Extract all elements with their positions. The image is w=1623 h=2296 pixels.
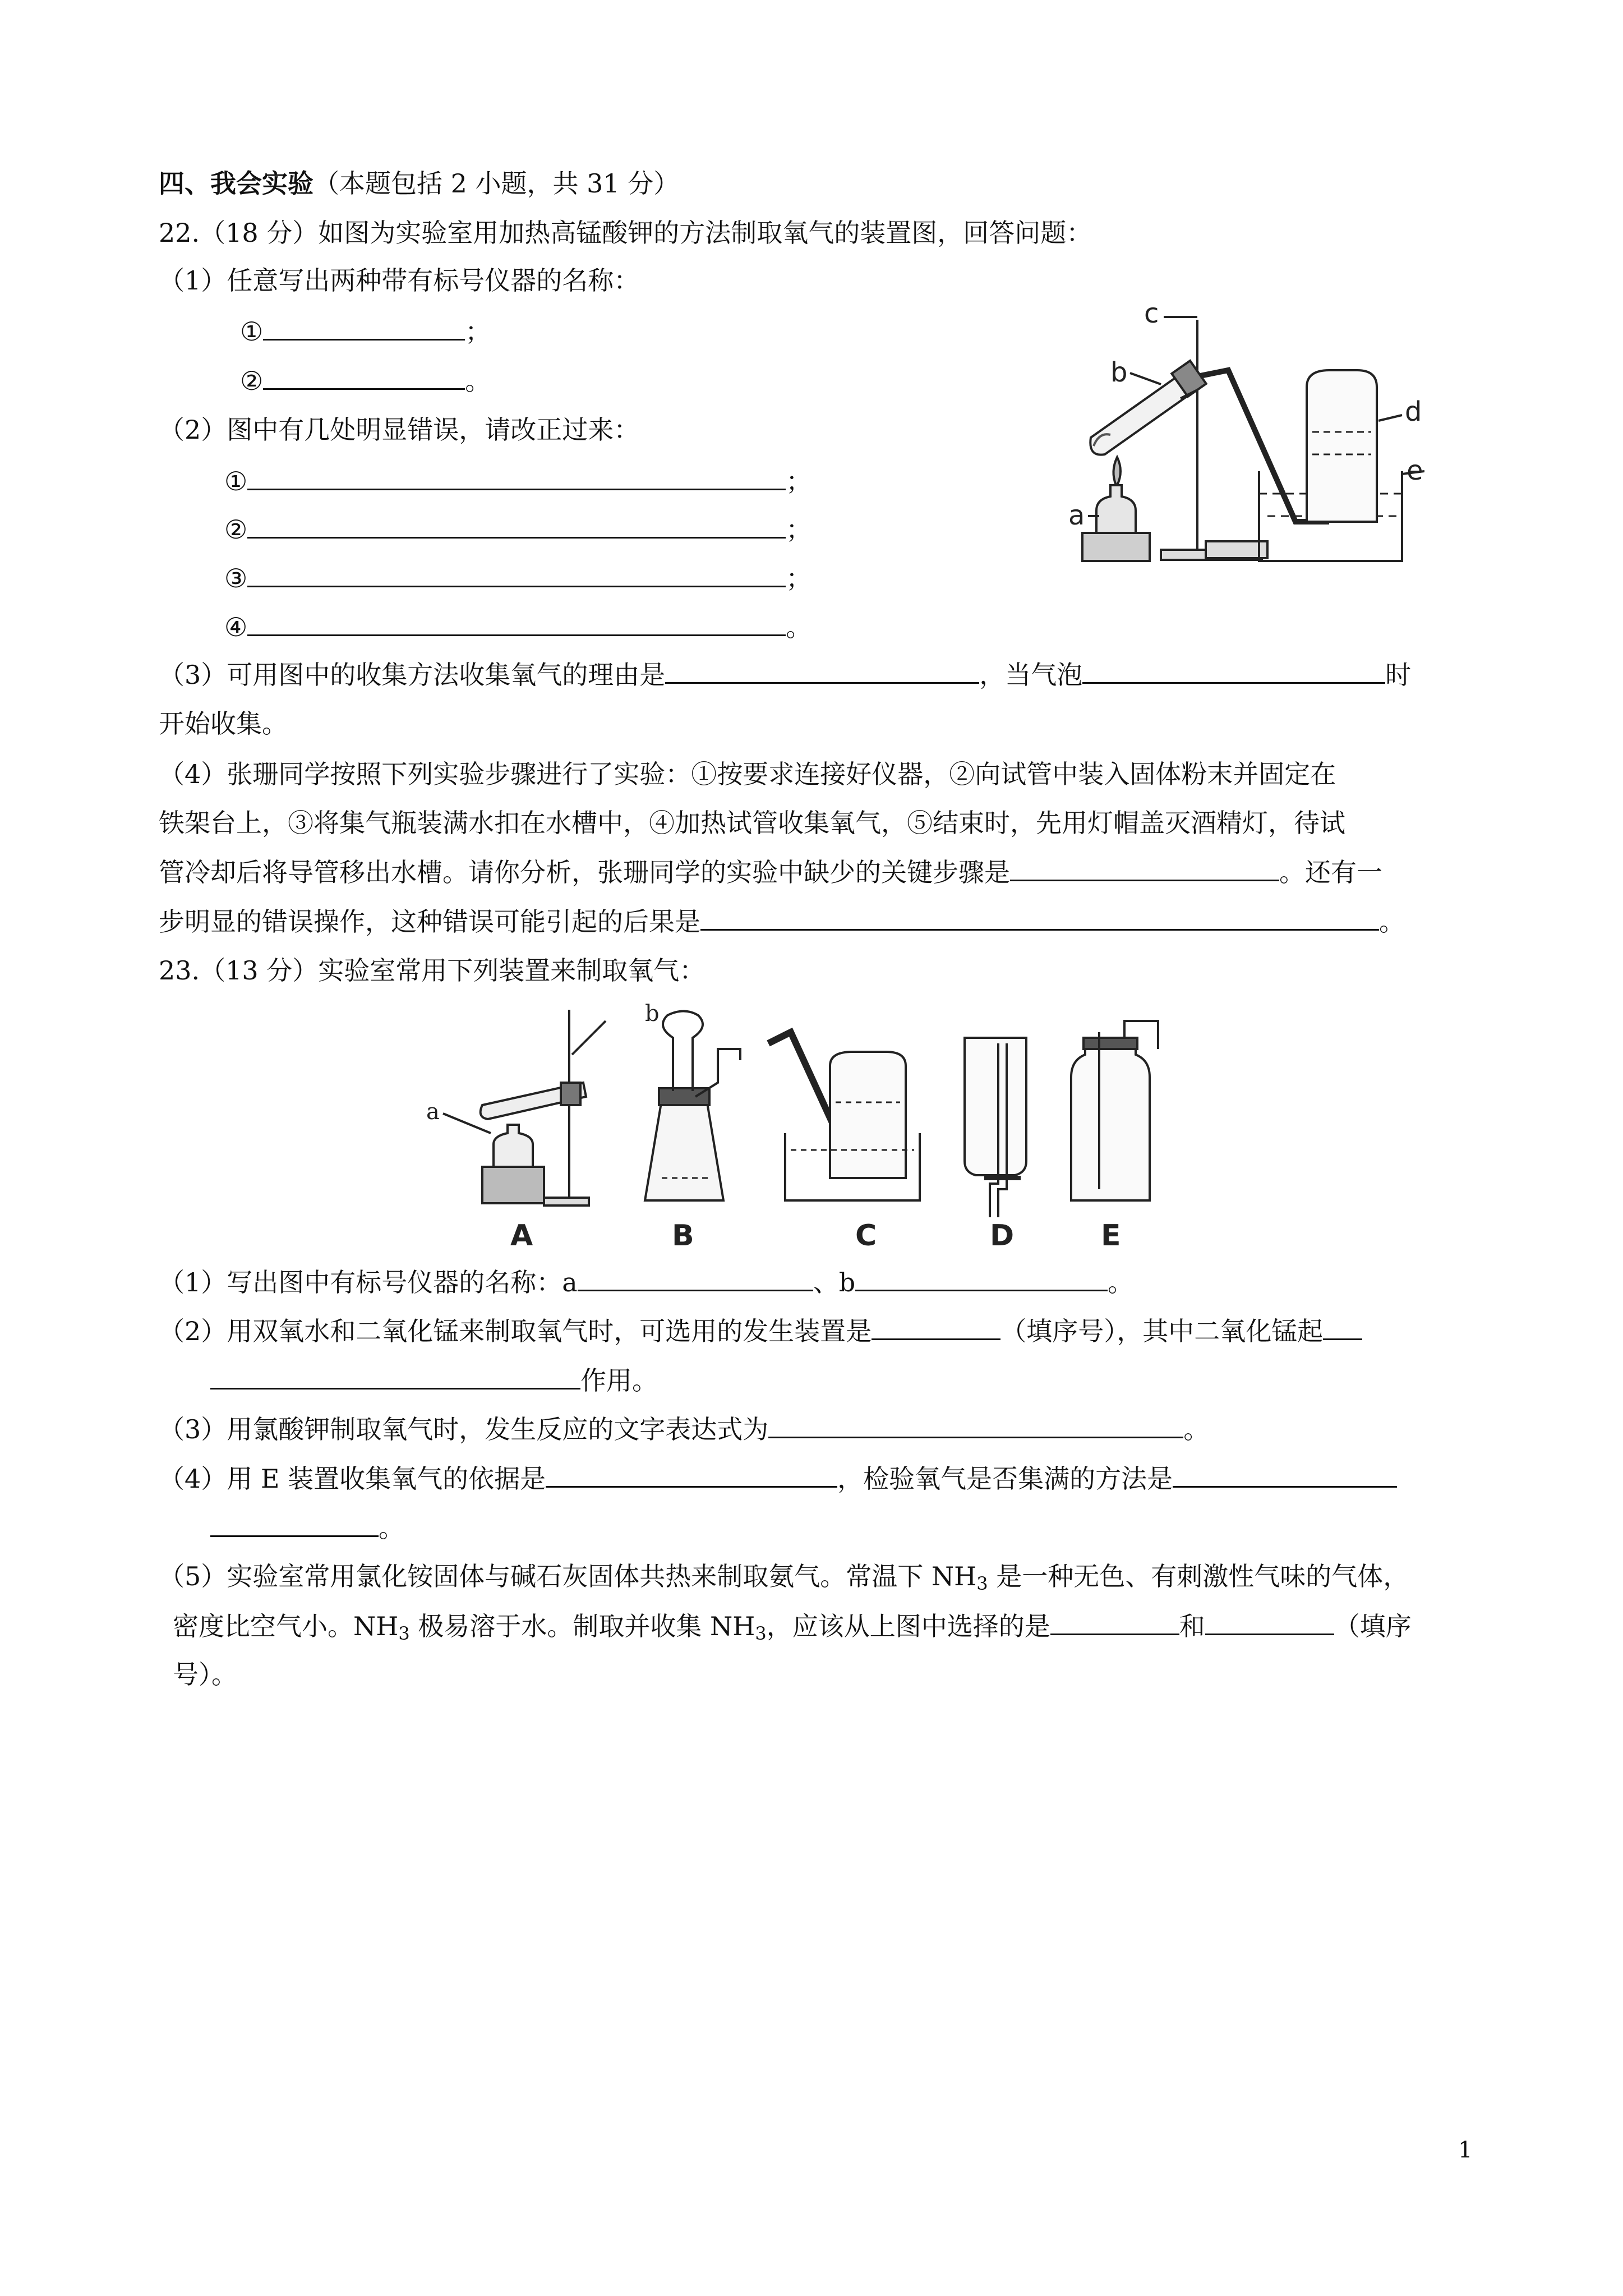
q23-part2-line1 [159,1314,1362,1348]
apparatus-E [1071,1021,1158,1200]
q23-stem: 23.（13 分）实验室常用下列装置来制取氧气： [159,955,706,986]
q23-part4-line1 [159,1461,1397,1496]
q22-part1: （1）任意写出两种带有标号仪器的名称： [159,265,640,296]
apparatus-B [645,1011,740,1201]
text: 。 [379,1513,404,1543]
answer-blank[interactable] [247,561,786,587]
label-B: B [672,1219,694,1253]
answer-blank[interactable] [210,1511,379,1537]
label-e: e [1407,455,1423,486]
q22-part2-item1 [224,464,811,498]
q23-part4-line2 [210,1511,404,1545]
section-heading [159,167,679,200]
item-end: 。 [465,366,491,396]
text: 步明显的错误操作，这种错误可能引起的后果是 [159,907,700,937]
text: 管冷却后将导管移出水槽。请你分析，张珊同学的实验中缺少的关键步骤是 [159,857,1010,887]
text: （3）用氯酸钾制取氧气时，发生反应的文字表达式为 [159,1414,769,1444]
item-marker: ① [240,316,264,347]
text: 。还有一 [1279,857,1382,887]
gas-collecting-bottle [1307,370,1377,522]
answer-blank[interactable] [768,1412,1183,1438]
q22-part3-line2: 开始收集。 [159,708,288,739]
label-c: c [1144,298,1159,329]
section-note: （本题包括 2 小题，共 31 分） [313,168,680,199]
answer-blank[interactable] [263,364,465,390]
text: （1）写出图中有标号仪器的名称：a [159,1267,578,1297]
text: 。 [1108,1267,1134,1297]
text: 。 [1379,907,1405,937]
lamp-block [1082,533,1150,561]
q22-part2-item4 [224,610,811,644]
label-d: d [1405,396,1422,427]
text: 和 [1179,1611,1205,1641]
label-A: A [510,1219,533,1253]
q23-part5-line1 [159,1559,1409,1600]
label-C: C [855,1219,877,1253]
item-marker: ① [224,466,248,496]
section-title: 四、我会实验 [159,168,313,199]
q22-apparatus-figure [1066,286,1424,567]
text: （4）用 E 装置收集氧气的依据是 [159,1464,546,1494]
item-end: ； [786,563,812,593]
alcohol-lamp [1096,485,1136,533]
q23-part1 [159,1265,1133,1299]
text: 密度比空气小。NH [173,1611,399,1641]
text: ，应该从上图中选择的是 [766,1611,1050,1641]
apparatus-A [443,1010,606,1205]
item-end: ； [465,316,491,347]
page-number: 1 [1458,2137,1473,2163]
answer-blank[interactable] [1205,1609,1334,1635]
item-end: ； [786,466,812,496]
text: 时 [1385,660,1412,690]
answer-blank[interactable] [247,512,786,539]
answer-blank[interactable] [665,657,979,684]
label-b: b [1110,357,1128,388]
answer-blank[interactable] [1082,657,1385,684]
q22-part1-item1 [240,314,491,348]
q22-part4-line4 [159,904,1405,938]
item-marker: ② [224,514,248,545]
text: ，当气泡 [979,660,1083,690]
apparatus-D [965,1038,1026,1217]
label-D: D [990,1219,1015,1253]
item-marker: ② [240,366,264,396]
q22-part2-item3 [224,561,811,595]
label-a: a [1068,500,1085,531]
q22-part4-line3 [159,855,1382,889]
item-end: ； [786,514,812,545]
q23-apparatus-figure [404,999,1234,1257]
q22-part2-item2 [224,512,811,546]
answer-blank[interactable] [872,1314,1000,1340]
answer-blank[interactable] [578,1265,813,1291]
answer-blank[interactable] [700,904,1379,931]
subscript: 3 [398,1623,410,1644]
answer-blank[interactable] [247,610,786,636]
text: （填序 [1334,1611,1412,1641]
text: （3）可用图中的收集方法收集氧气的理由是 [159,660,666,690]
answer-blank[interactable] [263,314,465,341]
label-E: E [1101,1219,1121,1253]
label-b: b [645,1001,660,1027]
text: 是一种无色、有刺激性气味的气体， [988,1561,1409,1591]
answer-blank[interactable] [1173,1461,1397,1488]
subscript: 3 [755,1623,767,1644]
answer-blank[interactable] [1050,1609,1179,1635]
q22-part2: （2）图中有几处明显错误，请改正过来： [159,415,640,445]
q23-part2-line2 [210,1363,658,1397]
q22-part3-line1 [159,657,1411,692]
text: （2）用双氧水和二氧化锰来制取氧气时，可选用的发生装置是 [159,1316,872,1346]
q22-part4-line2: 铁架台上，③将集气瓶装满水扣在水槽中，④加热试管收集氧气，⑤结束时，先用灯帽盖灭酒精灯，待试 [159,808,1345,838]
q23-part5-line3: 号）。 [173,1659,237,1690]
answer-blank[interactable] [546,1461,837,1488]
q23-part5-line2 [173,1609,1412,1650]
q22-part4-line1: （4）张珊同学按照下列实验步骤进行了实验：①按要求连接好仪器，②向试管中装入固体粉末并固定在 [159,759,1336,789]
answer-blank[interactable] [855,1265,1108,1291]
text: 作用。 [580,1365,658,1396]
item-marker: ④ [224,612,248,642]
apparatus-C [768,1032,920,1200]
text: （填序号），其中二氧化锰起 [1000,1316,1324,1346]
answer-blank[interactable] [210,1363,580,1389]
text: 。 [1183,1414,1210,1444]
answer-blank[interactable] [1010,855,1279,881]
oxygen-apparatus-options-diagram [404,999,1234,1257]
answer-blank[interactable] [1323,1314,1362,1340]
item-end: 。 [786,612,812,642]
oxygen-kmno4-apparatus-diagram [1066,286,1424,567]
q23-part3 [159,1412,1209,1446]
text: 、b [813,1267,856,1297]
text: （5）实验室常用氯化铵固体与碱石灰固体共热来制取氨气。常温下 NH [159,1561,977,1591]
text: ，检验氧气是否集满的方法是 [837,1464,1173,1494]
label-a: a [426,1099,440,1125]
text: 极易溶于水。制取并收集 NH [409,1611,755,1641]
item-marker: ③ [224,563,248,593]
subscript: 3 [976,1573,988,1594]
answer-blank[interactable] [247,464,786,490]
q22-stem: 22.（18 分）如图为实验室用加热高锰酸钾的方法制取氧气的装置图，回答问题： [159,218,1092,248]
q22-part1-item2 [240,364,491,398]
